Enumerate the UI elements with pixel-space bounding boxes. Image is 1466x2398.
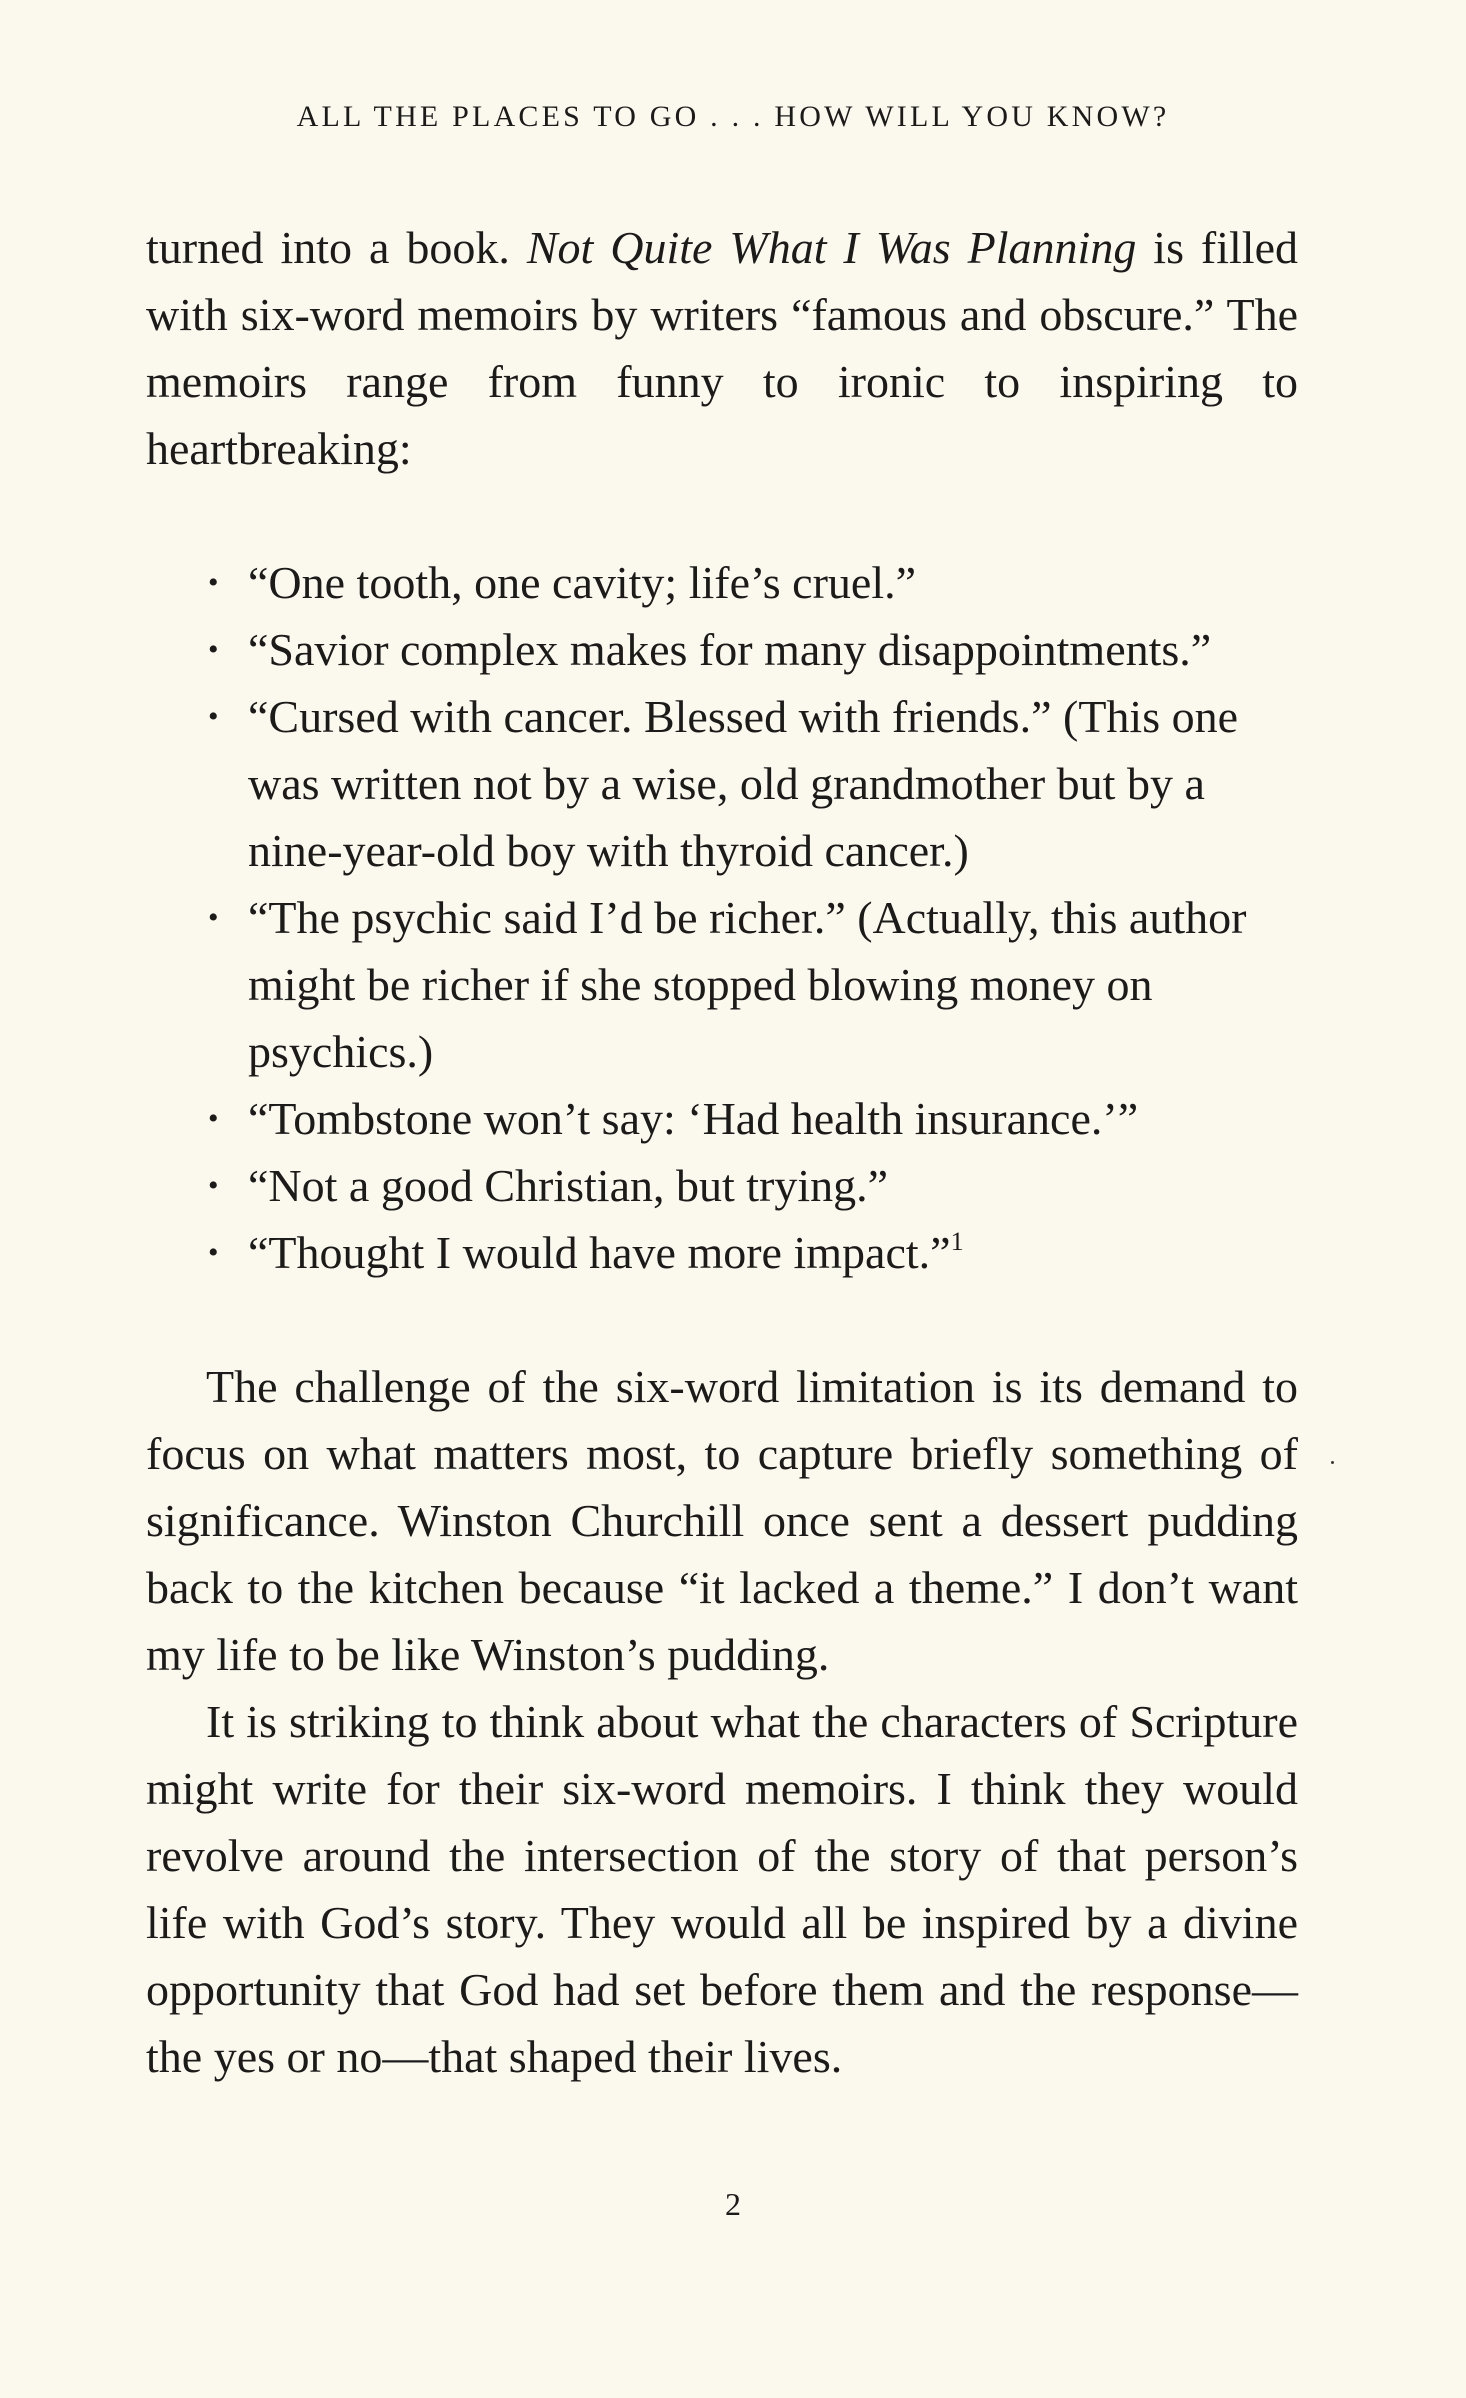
memoir-item xyxy=(208,884,1298,1085)
running-head: ALL THE PLACES TO GO . . . HOW WILL YOU KNOW? xyxy=(296,100,1170,133)
bullet-point: • xyxy=(208,566,219,599)
bullet-point: • xyxy=(208,1102,219,1135)
memoir-item xyxy=(208,1219,1298,1286)
bullet-point: • xyxy=(208,633,219,666)
paper-speck xyxy=(1331,1461,1334,1464)
memoir-text: “Thought I would have more impact.” xyxy=(248,1227,951,1278)
memoir-text: “Cursed with cancer. Blessed with friends.” (This one was written not by a wise, old grandmother but by a nine-year-old boy with thyroid cancer.) xyxy=(248,691,1239,876)
footnote-marker: 1 xyxy=(950,1227,964,1256)
memoir-text: “Savior complex makes for many disappointments.” xyxy=(248,624,1212,675)
memoir-text: “The psychic said I’d be richer.” (Actually, this author might be richer if she stopped blowing money on psychics.) xyxy=(248,892,1247,1077)
memoir-list xyxy=(146,549,1298,1286)
memoir-text: “Not a good Christian, but trying.” xyxy=(248,1160,889,1211)
page-number: 2 xyxy=(725,2186,741,2222)
bullet-point: • xyxy=(208,1169,219,1202)
bullet-point: • xyxy=(208,901,219,934)
memoir-item xyxy=(208,1085,1298,1152)
intro-text-before-title: turned into a book. xyxy=(146,222,527,273)
memoir-item xyxy=(208,1152,1298,1219)
body-paragraph: It is striking to think about what the characters of Scripture might write for their six-word memoirs. I think they would revolve around the intersection of the story of that person’s life with God’s story. They would all be inspired by a divine opportunity that God had set before them and the response—the yes or no—that shaped their lives. xyxy=(146,1696,1298,2082)
intro-paragraph xyxy=(146,214,1298,482)
book-title: Not Quite What I Was Planning xyxy=(526,222,1137,273)
intro-text-after-title: is filled with six-word memoirs by writers “famous and obscure.” The memoirs range from funny to ironic to inspiring to heartbreaking: xyxy=(146,222,1298,474)
body-paragraph: The challenge of the six-word limitation is its demand to focus on what matters most, to capture briefly something of significance. Winston Churchill once sent a dessert pudding back to the kitchen because “it lacked a theme.” I don’t want my life to be like Winston’s pudding. xyxy=(146,1361,1298,1680)
memoir-item xyxy=(208,683,1298,884)
memoir-text: “One tooth, one cavity; life’s cruel.” xyxy=(248,557,917,608)
memoir-text: “Tombstone won’t say: ‘Had health insurance.’” xyxy=(248,1093,1139,1144)
bullet-point: • xyxy=(208,1236,219,1269)
body-text xyxy=(146,214,1298,2090)
bullet-point: • xyxy=(208,700,219,733)
memoir-item xyxy=(208,549,1298,616)
memoir-item xyxy=(208,616,1298,683)
